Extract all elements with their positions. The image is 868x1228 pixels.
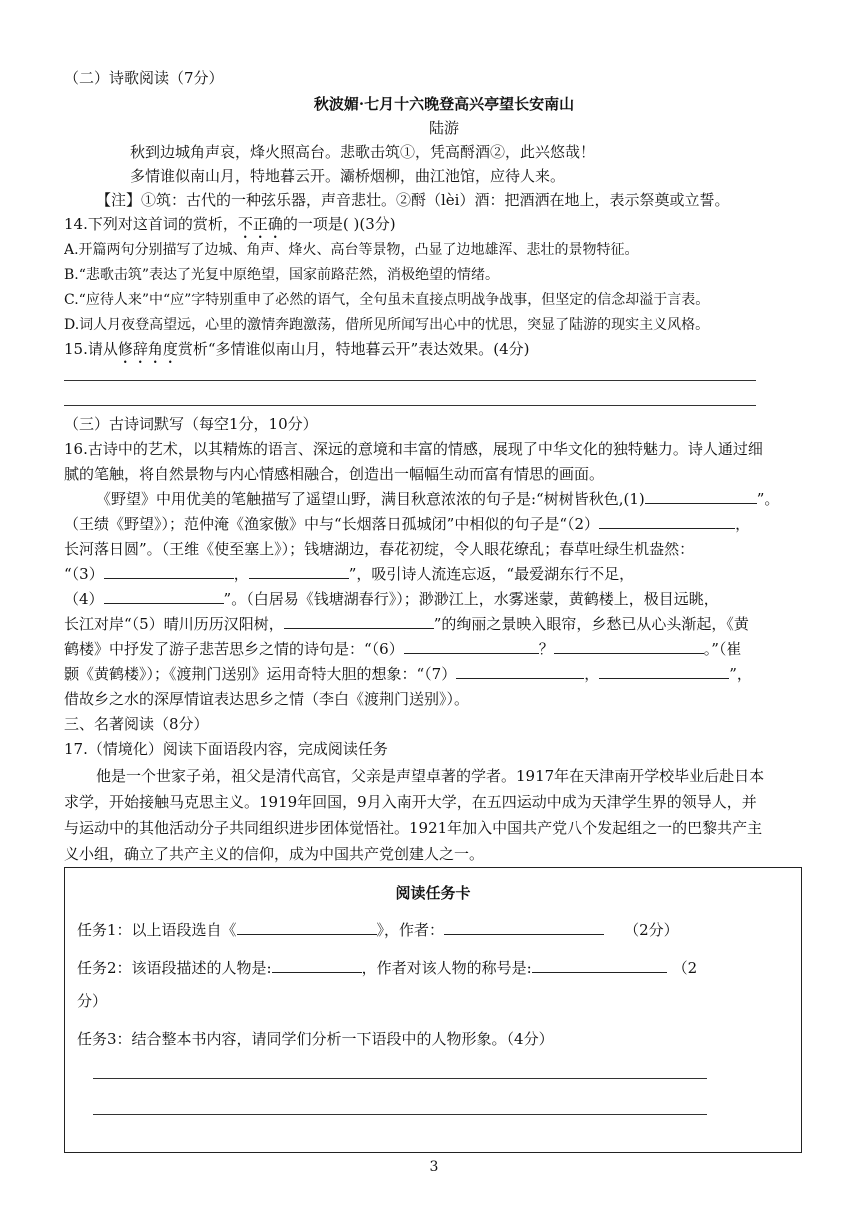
q16-line-8 — [64, 612, 824, 636]
q15-answer-line-1[interactable] — [64, 380, 756, 381]
question-15 — [64, 337, 824, 367]
question-17: 17.（情境化）阅读下面语段内容，完成阅读任务 — [64, 740, 388, 758]
title-blank[interactable] — [532, 956, 667, 973]
blank-5[interactable] — [284, 612, 434, 629]
page-number: 3 — [429, 1159, 439, 1175]
reading-task-card — [64, 867, 802, 1153]
q14-option-d: D.词人月夜登高望远，心里的激情奔跑激荡，借所见所闻写出心中的忧思，突显了陆游的现实主义风格。 — [64, 317, 710, 333]
q14-prefix: 14.下列对这首词的赏析， — [64, 215, 238, 233]
q16-text: ， — [584, 665, 600, 683]
blank-1[interactable] — [645, 487, 757, 504]
q16-text: 《野望》中用优美的笔触描写了遥望山野，满目秋意浓浓的句子是:“树树皆秋色,(1) — [96, 490, 645, 508]
q16-text: （王绩《野望》）；范仲淹《渔家傲》中与“长烟落日孤城闭”中相似的句子是“（2） — [64, 515, 600, 533]
book-title-blank[interactable] — [237, 918, 377, 935]
task-text: 》，作者： — [376, 921, 445, 939]
task-2 — [77, 956, 697, 978]
q14-suffix: 的一项是( )(3分) — [282, 215, 396, 233]
blank-7a[interactable] — [456, 662, 584, 679]
task3-answer-line-2[interactable] — [93, 1114, 707, 1115]
task-2-score: 分） — [77, 992, 108, 1010]
q16-text: ”， — [729, 665, 752, 683]
q16-text: “（3） — [64, 565, 104, 583]
section-classics-title: 三、名著阅读（8分） — [64, 715, 209, 733]
q16-text: ”。（白居易《钱塘湖春行》）；渺渺江上，水雾迷蒙，黄鹤楼上，极目远眺， — [223, 590, 719, 608]
q16-line-5: 长河落日圆”。（王维《使至塞上》）；钱塘湖边，春花初绽，令人眼花缭乱；春草吐绿生机盎然： — [64, 540, 695, 558]
blank-2[interactable] — [599, 512, 735, 529]
passage-line-4: 义小组，确立了共产主义的信仰，成为中国共产党创建人之一。 — [64, 845, 485, 863]
blank-3a[interactable] — [104, 562, 234, 579]
q16-line-2: 腻的笔触，将自然景物与内心情感相融合，创造出一幅幅生动而富有情思的画面。 — [64, 465, 605, 483]
q16-text: 颢《黄鹤楼》）；《渡荆门送别》运用奇特大胆的想象：“（7） — [64, 665, 457, 683]
q15-answer-line-2[interactable] — [64, 405, 756, 406]
q16-line-3 — [96, 487, 824, 511]
task-3: 任务3：结合整本书内容，请同学们分析一下语段中的人物形象。（4分） — [77, 1030, 554, 1048]
author-blank[interactable] — [444, 918, 604, 935]
q16-line-10 — [64, 662, 824, 686]
task-text: 任务2：该语段描述的人物是: — [77, 959, 272, 977]
task-text: （2分） — [624, 921, 679, 939]
q14-option-b: B.“悲歌击筑”表达了光复中原绝望，国家前路茫然，消极绝望的情绪。 — [64, 267, 500, 283]
card-title: 阅读任务卡 — [395, 884, 471, 902]
task-text: ，作者对该人物的称号是: — [361, 959, 532, 977]
q16-line-1: 16.古诗中的艺术，以其精炼的语言、深远的意境和丰富的情感，展现了中华文化的独特魅力。诗人通过细 — [64, 440, 763, 458]
poem-title: 秋波媚·七月十六晚登高兴亭望长安南山 — [313, 95, 575, 113]
section-recite-title: （三）古诗词默写（每空1分，10分） — [64, 415, 318, 433]
section-poetry-title: （二）诗歌阅读（7分） — [64, 69, 224, 87]
q16-line-11: 借故乡之水的深厚情谊表达思乡之情（李白《渡荆门送别》）。 — [64, 690, 470, 708]
poem-line-2: 多情谁似南山月，特地暮云开。灞桥烟柳，曲江池馆，应待人来。 — [130, 167, 566, 185]
q15-prefix: 15.请从 — [64, 340, 118, 358]
poem-author: 陆游 — [428, 119, 459, 137]
q16-text: 。”（崔 — [703, 640, 742, 658]
blank-6a[interactable] — [404, 637, 539, 654]
blank-3b[interactable] — [249, 562, 349, 579]
q14-emphasis: 不正确 — [237, 215, 283, 233]
q16-text: ？ — [538, 640, 554, 658]
passage-line-1: 他是一个世家子弟，祖父是清代高官，父亲是声望卓著的学者。1917年在天津南开学校毕业后赴日本 — [96, 767, 765, 785]
poem-note: 【注】①筑：古代的一种弦乐器，声音悲壮。②酹（lèi）酒：把酒洒在地上，表示祭奠或立誓。 — [96, 191, 730, 209]
blank-4[interactable] — [104, 587, 224, 604]
q16-text: ， — [233, 565, 249, 583]
q14-option-a: A.开篇两句分别描写了边城、角声、烽火、高台等景物，凸显了边地雄浑、悲壮的景物特征。 — [64, 242, 639, 258]
q16-text: 鹤楼》中抒发了游子悲苦思乡之情的诗句是：“（6） — [64, 640, 404, 658]
q16-text: ”。 — [756, 490, 780, 508]
q16-text: ， — [735, 515, 751, 533]
q16-text: ”的绚丽之景映入眼帘，乡愁已从心头渐起，《黄 — [433, 615, 749, 633]
q16-line-4 — [64, 512, 824, 536]
q16-line-7 — [64, 587, 824, 611]
task3-answer-line-1[interactable] — [93, 1078, 707, 1079]
q16-text: ”，吸引诗人流连忘返，“最爱湖东行不足， — [348, 565, 635, 583]
q15-suffix: 赏析“多情谁似南山月，特地暮云开”表达效果。(4分) — [177, 340, 530, 358]
q16-line-9 — [64, 637, 824, 661]
q16-text: 长江对岸“（5）晴川历历汉阳树， — [64, 615, 284, 633]
person-blank[interactable] — [272, 956, 362, 973]
task-1 — [77, 918, 679, 940]
blank-7b[interactable] — [599, 662, 729, 679]
task-text: 任务1：以上语段选自《 — [77, 921, 237, 939]
passage-line-3: 与运动中的其他活动分子共同组织进步团体觉悟社。1921年加入中国共产党八个发起组之一的巴黎共产主 — [64, 819, 763, 837]
task-text: （2 — [672, 959, 698, 977]
poem-line-1: 秋到边城角声哀，烽火照高台。悲歌击筑①，凭高酹酒②，此兴悠哉！ — [130, 143, 596, 161]
passage-line-2: 求学，开始接触马克思主义。1919年回国，9月入南开大学，在五四运动中成为天津学生界的领导人，并 — [64, 793, 757, 811]
q14-option-c: C.“应待人来”中“应”字特别重申了必然的语气，全句虽未直接点明战争战事，但坚定的信念却溢于言表。 — [64, 292, 710, 308]
q15-emphasis: 修辞角度 — [117, 340, 178, 358]
blank-6b[interactable] — [554, 637, 704, 654]
q16-text: （4） — [64, 590, 104, 608]
q16-line-6 — [64, 562, 824, 586]
